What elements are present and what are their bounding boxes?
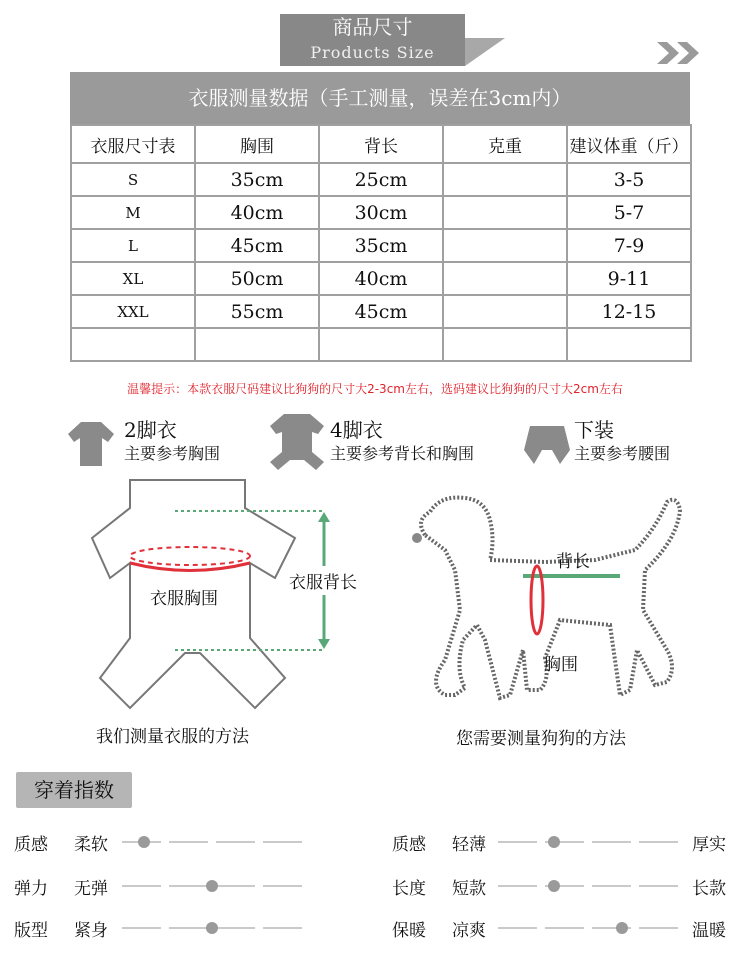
index-row-left-label: 无弹 — [74, 879, 108, 899]
dog-diagram — [405, 490, 695, 715]
size-table — [70, 124, 692, 362]
index-track — [498, 876, 688, 896]
chest-cell — [195, 328, 319, 361]
suggested-weight-cell: 9-11 — [567, 262, 691, 295]
dog-nose-icon — [412, 533, 422, 543]
type-title: 下装 — [574, 418, 614, 442]
size-cell: XL — [71, 262, 195, 295]
index-row-left-label: 凉爽 — [452, 921, 486, 941]
index-row-name: 质感 — [14, 835, 48, 855]
header-banner-tail — [465, 38, 505, 66]
size-cell: M — [71, 196, 195, 229]
index-level-dot — [548, 880, 560, 892]
chest-cell: 35cm — [195, 163, 319, 196]
back-length-cell: 40cm — [319, 262, 443, 295]
type-title: 2脚衣 — [124, 418, 177, 442]
back-length-cell: 30cm — [319, 196, 443, 229]
type-subtitle: 主要参考背长和胸围 — [330, 444, 475, 463]
weight-cell — [443, 163, 567, 196]
table-row — [71, 163, 691, 196]
index-row-right-label: 温暖 — [692, 921, 726, 941]
suggested-weight-cell: 12-15 — [567, 295, 691, 328]
wearing-index-title: 穿着指数 — [16, 772, 132, 808]
garment-chest-label: 衣服胸围 — [150, 589, 218, 609]
size-cell: S — [71, 163, 195, 196]
back-length-cell: 35cm — [319, 229, 443, 262]
double-chevron-right-icon — [655, 40, 705, 66]
table-row — [71, 196, 691, 229]
suggested-weight-cell: 7-9 — [567, 229, 691, 262]
index-track — [498, 832, 688, 852]
table-row — [71, 262, 691, 295]
garment-caption: 我们测量衣服的方法 — [96, 727, 249, 747]
chest-cell: 55cm — [195, 295, 319, 328]
arrow-down-icon — [318, 639, 330, 649]
col-header: 胸围 — [195, 125, 319, 163]
index-level-dot — [548, 836, 560, 848]
size-table-header-row — [71, 125, 691, 163]
index-row-left-label: 柔软 — [74, 835, 108, 855]
col-header: 克重 — [443, 125, 567, 163]
size-cell: L — [71, 229, 195, 262]
weight-cell — [443, 328, 567, 361]
weight-cell — [443, 262, 567, 295]
index-track — [122, 832, 312, 852]
type-title: 4脚衣 — [330, 418, 383, 442]
index-row-name: 质感 — [392, 835, 426, 855]
pants-icon — [522, 424, 572, 466]
index-row-name: 保暖 — [392, 921, 426, 941]
chest-cell: 45cm — [195, 229, 319, 262]
table-row — [71, 295, 691, 328]
index-row-left-label: 短款 — [452, 879, 486, 899]
index-row-name: 长度 — [392, 879, 426, 899]
type-subtitle: 主要参考腰围 — [574, 444, 671, 463]
dog-back-label: 背长 — [556, 552, 590, 572]
four-leg-suit-icon — [268, 412, 326, 472]
suggested-weight-cell: 3-5 — [567, 163, 691, 196]
two-leg-shirt-icon — [66, 420, 116, 468]
index-level-dot — [206, 922, 218, 934]
table-row — [71, 328, 691, 361]
type-subtitle: 主要参考胸围 — [124, 444, 221, 463]
index-level-dot — [138, 836, 150, 848]
size-table-title: 衣服测量数据（手工测量，误差在3cm内） — [70, 72, 690, 124]
index-row-right-label: 长款 — [692, 879, 726, 899]
table-row — [71, 229, 691, 262]
index-row-left-label: 轻薄 — [452, 835, 486, 855]
size-tip: 温馨提示：本款衣服尺码建议比狗狗的尺寸大2-3cm左右，选码建议比狗狗的尺寸大2cm左右 — [127, 382, 623, 396]
index-level-dot — [206, 880, 218, 892]
dog-caption: 您需要测量狗狗的方法 — [456, 729, 626, 749]
chest-cell: 40cm — [195, 196, 319, 229]
index-track — [122, 876, 312, 896]
back-length-cell: 25cm — [319, 163, 443, 196]
chest-cell: 50cm — [195, 262, 319, 295]
weight-cell — [443, 196, 567, 229]
index-row-left-label: 紧身 — [74, 921, 108, 941]
col-header: 建议体重（斤） — [567, 125, 691, 163]
index-track — [122, 918, 312, 938]
size-cell — [71, 328, 195, 361]
col-header: 衣服尺寸表 — [71, 125, 195, 163]
weight-cell — [443, 295, 567, 328]
col-header: 背长 — [319, 125, 443, 163]
index-level-dot — [616, 922, 628, 934]
index-track — [498, 918, 688, 938]
size-cell: XXL — [71, 295, 195, 328]
back-length-cell: 45cm — [319, 295, 443, 328]
arrow-up-icon — [318, 512, 330, 522]
header-title-en: Products Size — [310, 43, 435, 62]
index-row-right-label: 厚实 — [692, 835, 726, 855]
header-title-cn: 商品尺寸 — [332, 15, 413, 39]
index-row-name: 弹力 — [14, 879, 48, 899]
garment-back-label: 衣服背长 — [285, 566, 361, 595]
suggested-weight-cell — [567, 328, 691, 361]
dog-chest-label: 胸围 — [544, 655, 578, 675]
index-row-name: 版型 — [14, 921, 48, 941]
weight-cell — [443, 229, 567, 262]
back-length-cell — [319, 328, 443, 361]
suggested-weight-cell: 5-7 — [567, 196, 691, 229]
